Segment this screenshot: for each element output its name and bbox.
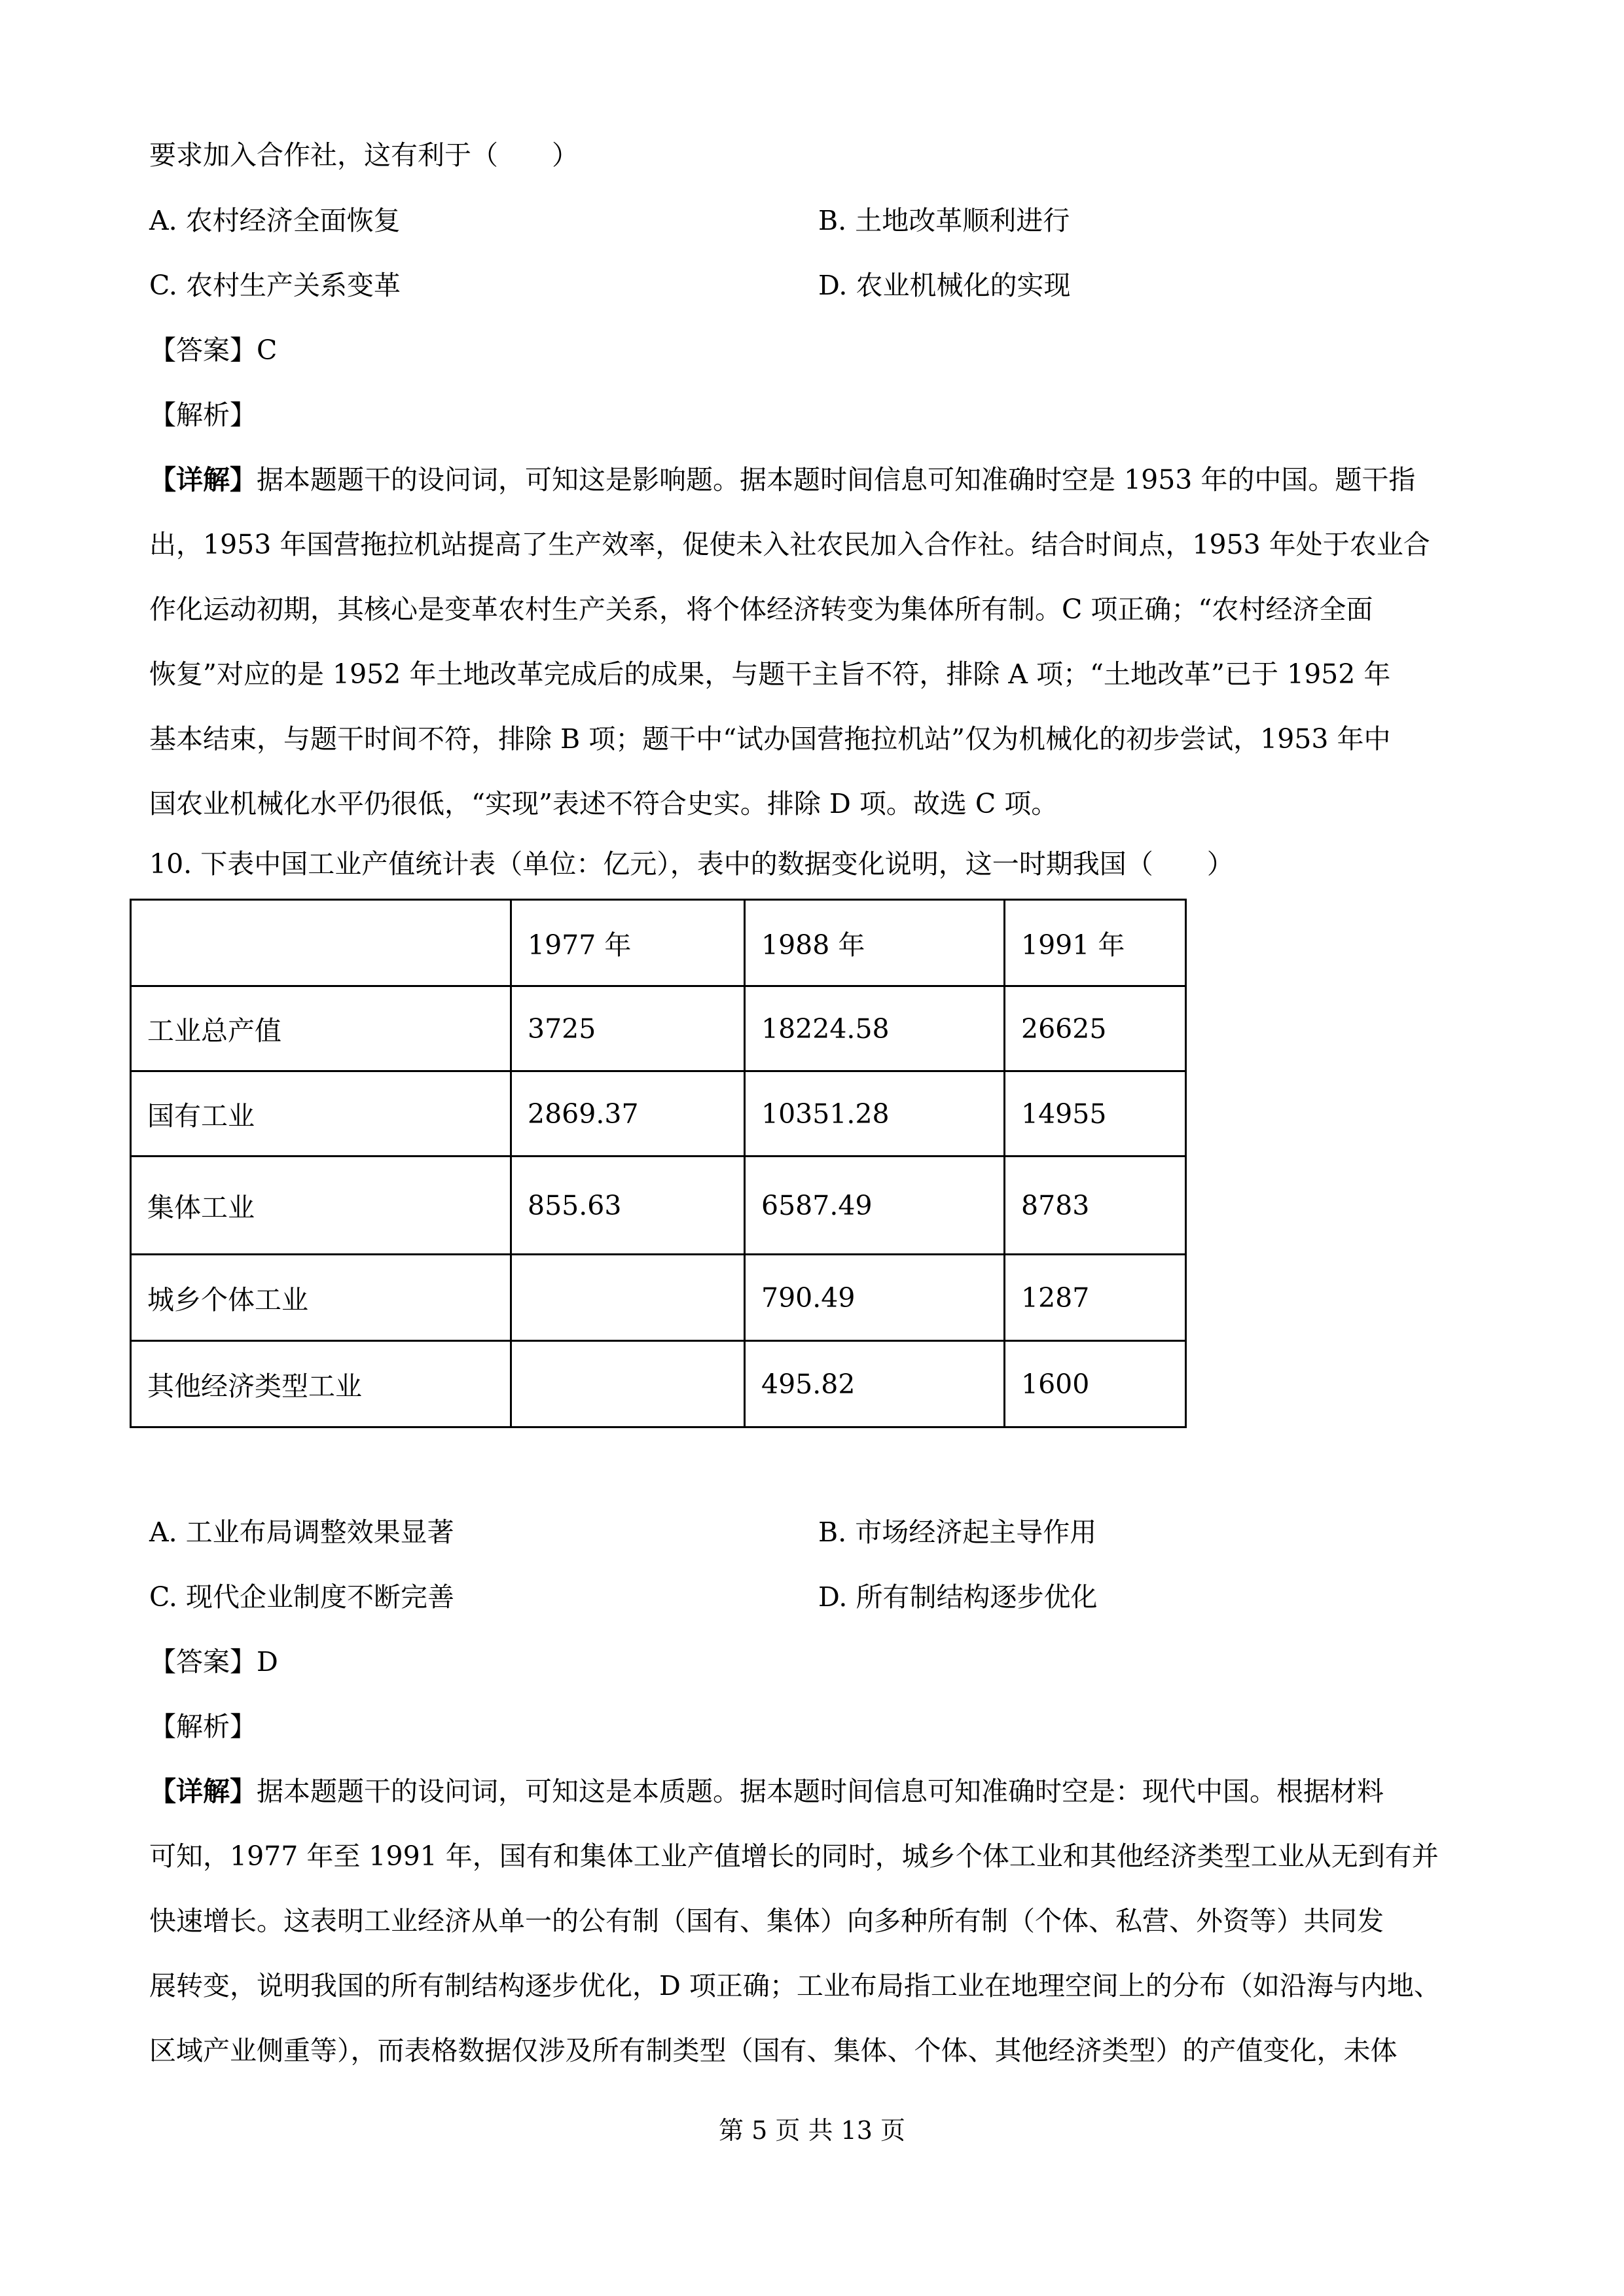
table-cell: 10351.28	[745, 1071, 1005, 1157]
q9-option-b: B. 土地改革顺利进行	[818, 205, 1070, 236]
table-header-cell: 1988 年	[745, 900, 1005, 986]
table-cell: 1600	[1005, 1341, 1186, 1427]
q10-analysis-label: 【解析】	[149, 1711, 257, 1742]
q9-answer	[149, 331, 277, 370]
q9-detail-line-4: 恢复”对应的是 1952 年土地改革完成后的成果，与题干主旨不符，排除 A 项；“土地改革”已于 1952 年	[149, 658, 1391, 690]
q10-answer-label: 【答案】	[149, 1646, 257, 1677]
q9-analysis-label: 【解析】	[149, 399, 257, 431]
q9-detail-line-3: 作化运动初期，其核心是变革农村生产关系，将个体经济转变为集体所有制。C 项正确；“农村经济全面	[149, 594, 1373, 625]
table-cell: 18224.58	[745, 986, 1005, 1071]
q9-option-d: D. 农业机械化的实现	[818, 270, 1071, 301]
q9-stem-tail: 要求加入合作社，这有利于（ ）	[149, 139, 579, 171]
q10-detail-line-4: 展转变，说明我国的所有制结构逐步优化，D 项正确；工业布局指工业在地理空间上的分布（如沿海与内地、	[149, 1970, 1441, 2001]
table-cell: 26625	[1005, 986, 1186, 1071]
q10-answer-value: D	[257, 1646, 278, 1677]
table-row	[131, 986, 1186, 1071]
q9-detail-line-6: 国农业机械化水平仍很低，“实现”表述不符合史实。排除 D 项。故选 C 项。	[149, 788, 1058, 819]
table-cell: 其他经济类型工业	[131, 1341, 511, 1427]
table-header-row	[131, 900, 1186, 986]
q10-option-a: A. 工业布局调整效果显著	[149, 1516, 454, 1548]
q10-detail-line-1	[149, 1772, 1384, 1811]
q10-detail-label: 【详解】	[149, 1776, 257, 1807]
q9-detail-text-1: 据本题题干的设问词，可知这是影响题。据本题时间信息可知准确时空是 1953 年的中国。题干指	[257, 464, 1416, 495]
q10-answer	[149, 1642, 278, 1681]
table-row	[131, 1071, 1186, 1157]
q9-detail-label: 【详解】	[149, 464, 257, 495]
table-cell: 城乡个体工业	[131, 1255, 511, 1341]
table-header-cell	[131, 900, 511, 986]
industry-output-table	[130, 899, 1187, 1428]
q10-detail-line-3: 快速增长。这表明工业经济从单一的公有制（国有、集体）向多种所有制（个体、私营、外资等）共同发	[149, 1905, 1384, 1937]
q9-detail-line-1	[149, 460, 1415, 499]
table-row	[131, 1255, 1186, 1341]
table-cell: 工业总产值	[131, 986, 511, 1071]
table-cell	[511, 1341, 745, 1427]
q10-stem: 10. 下表中国工业产值统计表（单位：亿元），表中的数据变化说明，这一时期我国（ ）	[149, 848, 1234, 880]
table-cell: 集体工业	[131, 1157, 511, 1255]
table-cell: 790.49	[745, 1255, 1005, 1341]
q10-option-d: D. 所有制结构逐步优化	[818, 1581, 1098, 1613]
table-cell: 14955	[1005, 1071, 1186, 1157]
table-cell: 国有工业	[131, 1071, 511, 1157]
q9-option-a: A. 农村经济全面恢复	[149, 205, 401, 236]
q9-detail-line-2: 出，1953 年国营拖拉机站提高了生产效率，促使未入社农民加入合作社。结合时间点，1953 年处于农业合	[149, 529, 1430, 560]
table-cell: 6587.49	[745, 1157, 1005, 1255]
q9-detail-line-5: 基本结束，与题干时间不符，排除 B 项；题干中“试办国营拖拉机站”仅为机械化的初步尝试，1953 年中	[149, 723, 1391, 755]
table-cell	[511, 1255, 745, 1341]
q9-answer-value: C	[257, 334, 278, 366]
table-header-cell: 1977 年	[511, 900, 745, 986]
q10-detail-line-2: 可知，1977 年至 1991 年，国有和集体工业产值增长的同时，城乡个体工业和其他经济类型工业从无到有并	[149, 1840, 1439, 1872]
table-cell: 8783	[1005, 1157, 1186, 1255]
q10-detail-text-1: 据本题题干的设问词，可知这是本质题。据本题时间信息可知准确时空是：现代中国。根据材料	[257, 1776, 1384, 1807]
q10-option-c: C. 现代企业制度不断完善	[149, 1581, 454, 1613]
table-row	[131, 1157, 1186, 1255]
page-footer: 第 5 页 共 13 页	[719, 2116, 905, 2145]
q9-answer-label: 【答案】	[149, 334, 257, 366]
table-cell: 1287	[1005, 1255, 1186, 1341]
table-cell: 855.63	[511, 1157, 745, 1255]
q9-option-c: C. 农村生产关系变革	[149, 270, 401, 301]
table-cell: 2869.37	[511, 1071, 745, 1157]
table-header-cell: 1991 年	[1005, 900, 1186, 986]
q10-detail-line-5: 区域产业侧重等），而表格数据仅涉及所有制类型（国有、集体、个体、其他经济类型）的产值变化，未体	[149, 2035, 1398, 2066]
table-cell: 3725	[511, 986, 745, 1071]
table-cell: 495.82	[745, 1341, 1005, 1427]
table-row	[131, 1341, 1186, 1427]
q10-option-b: B. 市场经济起主导作用	[818, 1516, 1097, 1548]
